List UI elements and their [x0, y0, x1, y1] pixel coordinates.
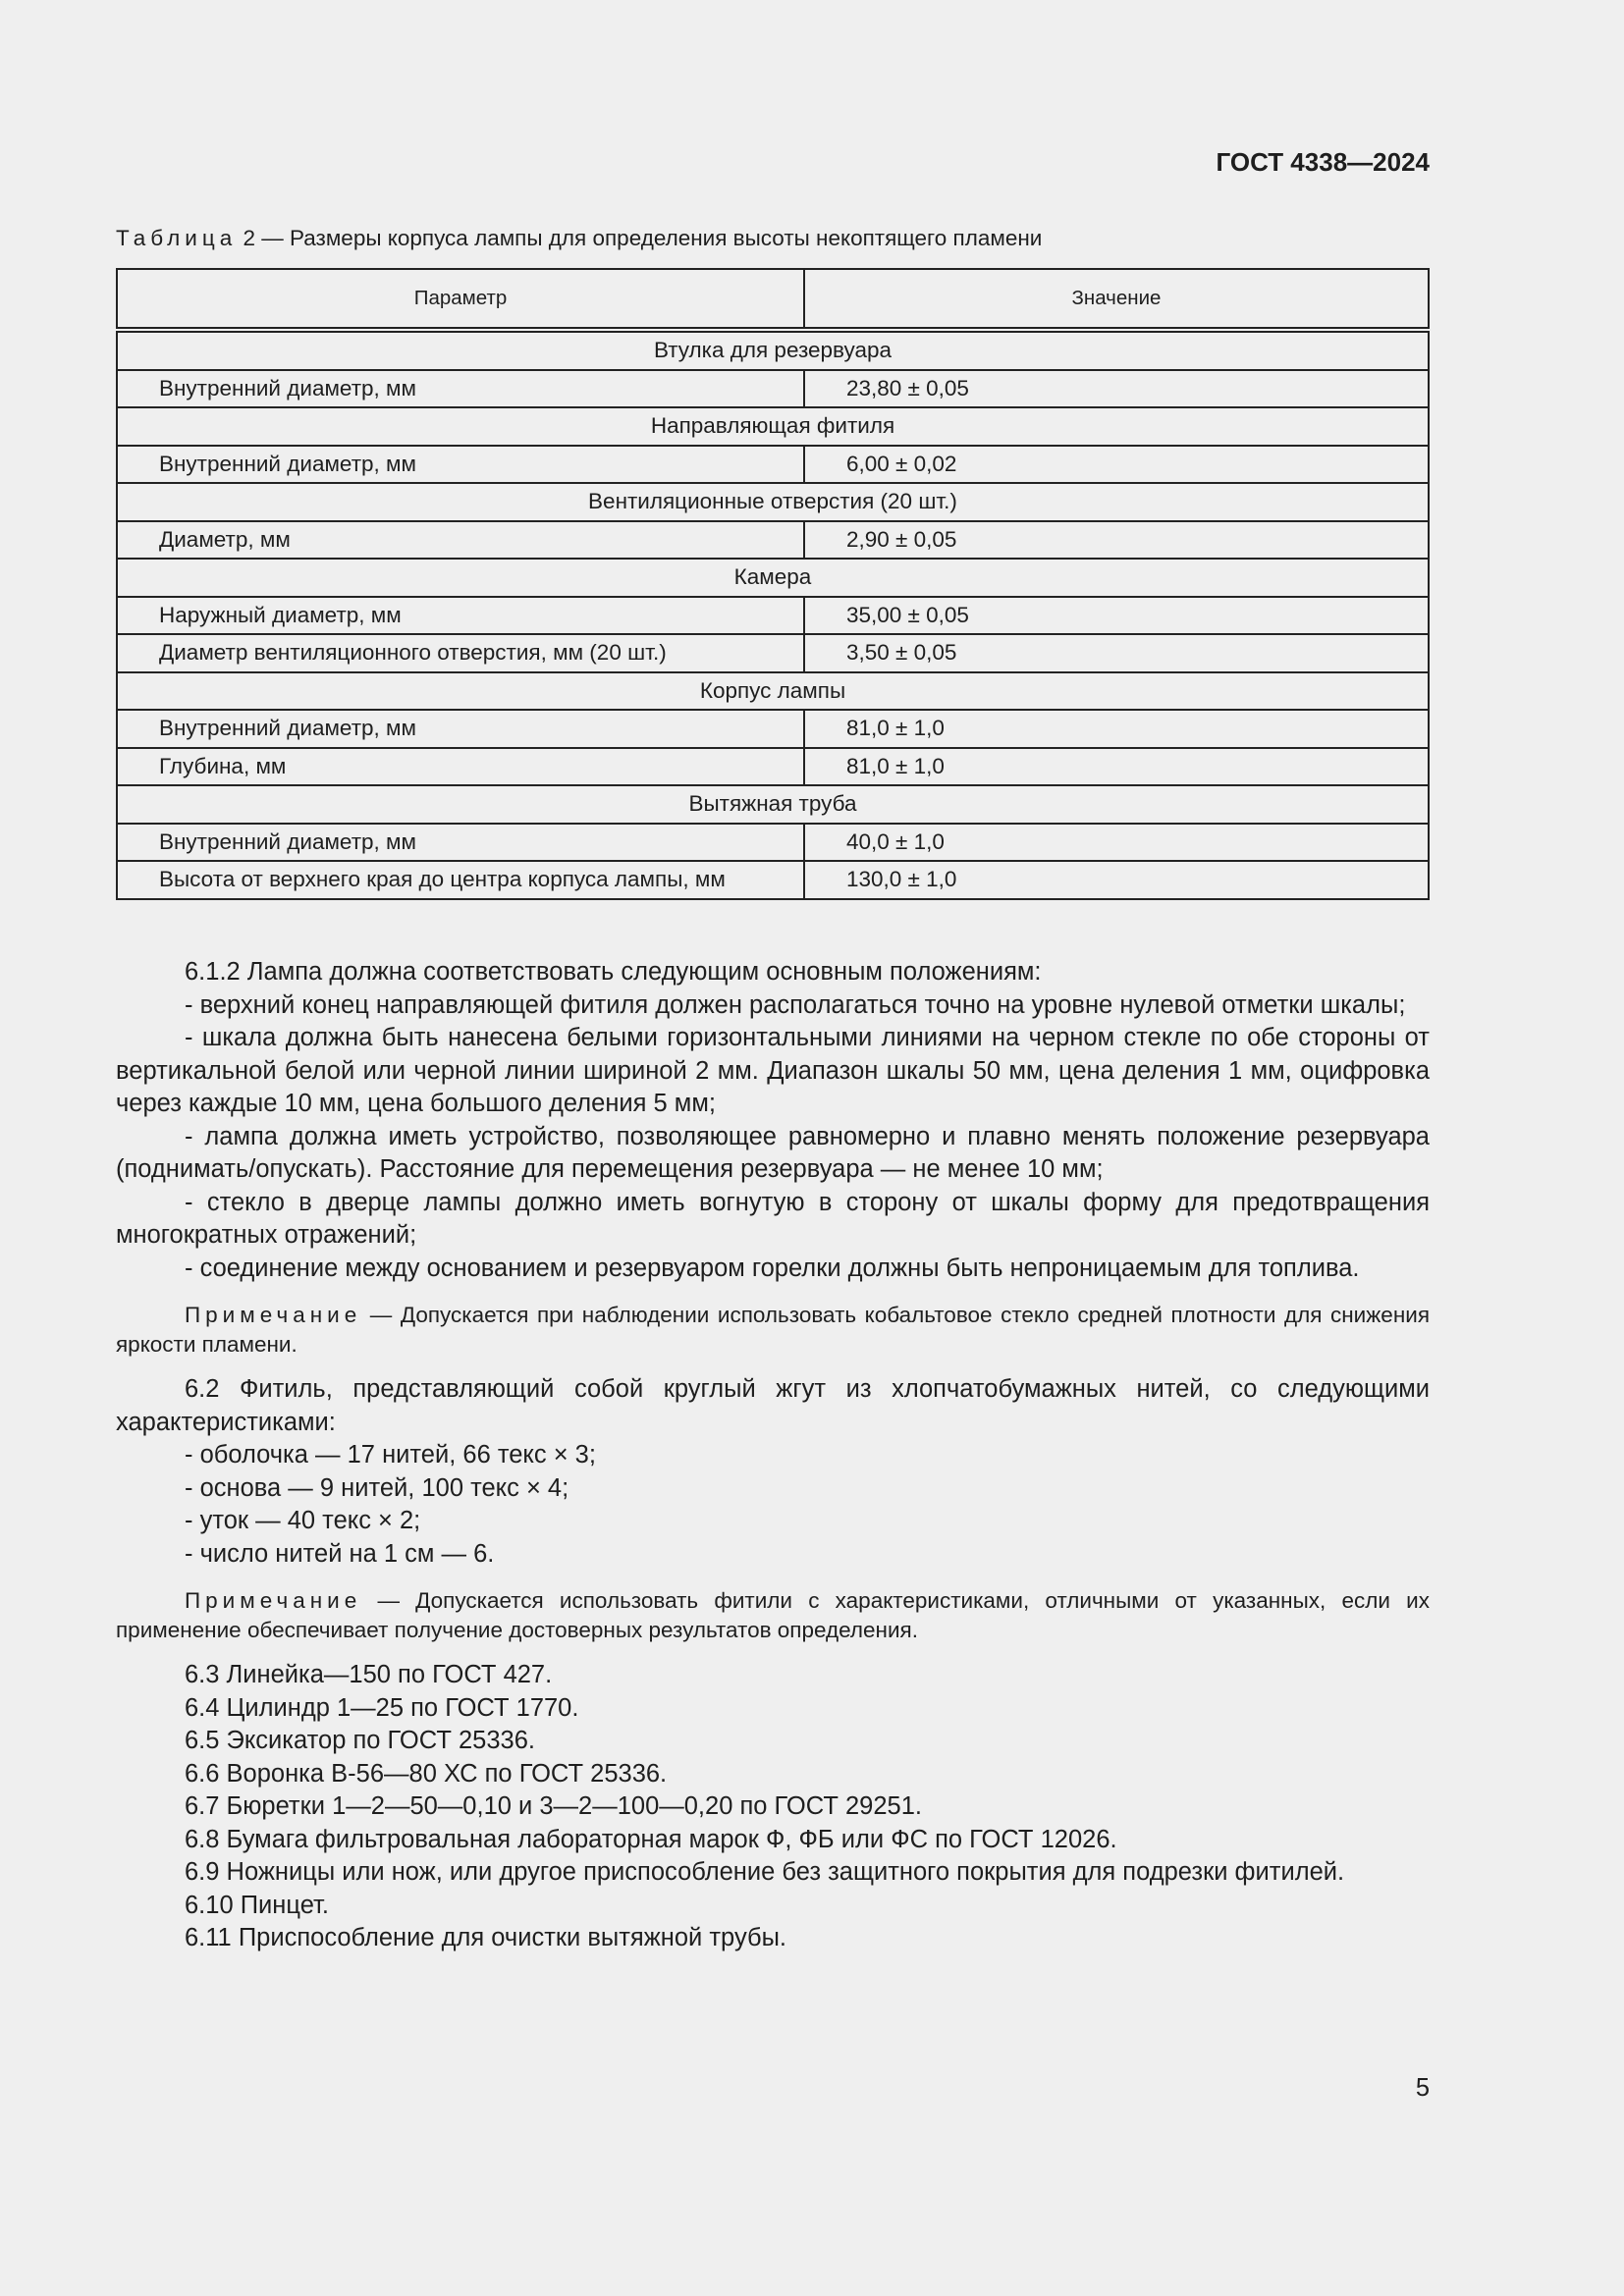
group-title: Втулка для резервуара	[117, 330, 1429, 370]
note-6-1-2	[116, 1301, 1430, 1360]
parameter-cell: Наружный диаметр, мм	[117, 597, 804, 635]
note-text: — Допускается при наблюдении использовать кобальтовое стекло средней плотности для снижения яркости пламени.	[116, 1303, 1430, 1357]
table-caption	[116, 226, 1042, 251]
value-cell: 23,80 ± 0,05	[804, 370, 1429, 408]
value-cell: 81,0 ± 1,0	[804, 748, 1429, 786]
table-group-row	[117, 407, 1429, 446]
equipment-item: 6.3 Линейка—150 по ГОСТ 427.	[185, 1661, 553, 1688]
group-title: Вытяжная труба	[117, 785, 1429, 824]
list-item: - верхний конец направляющей фитиля должен располагаться точно на уровне нулевой отметки шкалы;	[185, 990, 1406, 1019]
list-item: - лампа должна иметь устройство, позволяющее равномерно и плавно менять положение резервуара (поднимать/опускать). Расстояние для перемещения резервуара — не менее 10 мм;	[116, 1122, 1430, 1183]
list-item: - шкала должна быть нанесена белыми горизонтальными линиями на черном стекле по обе стороны от вертикальной белой или черной линии шириной 2 мм. Диапазон шкалы 50 мм, цена деления 1 мм, оцифровка через каждые 10 мм, цена большого деления 5 мм;	[116, 1024, 1430, 1117]
note-6-2	[116, 1586, 1430, 1645]
equipment-item: 6.11 Приспособление для очистки вытяжной трубы.	[185, 1924, 787, 1951]
list-item: - оболочка — 17 нитей, 66 текс × 3;	[185, 1441, 596, 1468]
paragraph-6-1-2: 6.1.2 Лампа должна соответствовать следующим основным положениям:	[185, 958, 1042, 986]
parameter-cell: Высота от верхнего края до центра корпуса лампы, мм	[117, 861, 804, 899]
table-group-row	[117, 785, 1429, 824]
value-cell: 6,00 ± 0,02	[804, 446, 1429, 484]
list-item: - число нитей на 1 см — 6.	[185, 1539, 495, 1568]
table-caption-prefix: Таблица	[116, 226, 238, 250]
table-row	[117, 634, 1429, 672]
table-group-row	[117, 330, 1429, 370]
list-item: - соединение между основанием и резервуаром горелки должны быть непроницаемым для топлива.	[185, 1254, 1360, 1282]
column-header-parameter: Параметр	[117, 269, 804, 330]
parameter-cell: Диаметр, мм	[117, 521, 804, 560]
value-cell: 35,00 ± 0,05	[804, 597, 1429, 635]
value-cell: 3,50 ± 0,05	[804, 634, 1429, 672]
note-label: Примечание	[185, 1588, 362, 1613]
group-title: Направляющая фитиля	[117, 407, 1429, 446]
parameter-cell: Внутренний диаметр, мм	[117, 710, 804, 748]
group-title: Камера	[117, 559, 1429, 597]
value-cell: 81,0 ± 1,0	[804, 710, 1429, 748]
note-label: Примечание	[185, 1303, 362, 1327]
parameter-cell: Внутренний диаметр, мм	[117, 370, 804, 408]
note-text: — Допускается использовать фитили с характеристиками, отличными от указанных, если их применение обеспечивает получение достоверных результатов определения.	[116, 1588, 1430, 1642]
page-number: 5	[1415, 2074, 1430, 2102]
standard-code: ГОСТ 4338—2024	[1216, 147, 1430, 177]
equipment-item: 6.5 Эксикатор по ГОСТ 25336.	[185, 1727, 535, 1754]
value-cell: 130,0 ± 1,0	[804, 861, 1429, 899]
table-row	[117, 521, 1429, 560]
table-header-row	[117, 269, 1429, 330]
table-row	[117, 597, 1429, 635]
list-item: - уток — 40 текс × 2;	[185, 1507, 421, 1534]
list-item: - основа — 9 нитей, 100 текс × 4;	[185, 1473, 569, 1502]
equipment-item: 6.7 Бюретки 1—2—50—0,10 и 3—2—100—0,20 по ГОСТ 29251.	[185, 1792, 922, 1820]
parameter-cell: Диаметр вентиляционного отверстия, мм (20 шт.)	[117, 634, 804, 672]
column-header-value: Значение	[804, 269, 1429, 330]
table-caption-text: 2 — Размеры корпуса лампы для определения высоты некоптящего пламени	[237, 226, 1043, 250]
table-row	[117, 861, 1429, 899]
equipment-item: 6.9 Ножницы или нож, или другое приспособление без защитного покрытия для подрезки фитилей.	[185, 1858, 1345, 1886]
value-cell: 40,0 ± 1,0	[804, 824, 1429, 862]
table-row	[117, 710, 1429, 748]
table-row	[117, 824, 1429, 862]
group-title: Корпус лампы	[117, 672, 1429, 711]
equipment-item: 6.4 Цилиндр 1—25 по ГОСТ 1770.	[185, 1693, 579, 1722]
table-row	[117, 446, 1429, 484]
value-cell: 2,90 ± 0,05	[804, 521, 1429, 560]
equipment-item: 6.8 Бумага фильтровальная лабораторная марок Ф, ФБ или ФС по ГОСТ 12026.	[185, 1825, 1117, 1853]
table-row	[117, 370, 1429, 408]
parameter-cell: Внутренний диаметр, мм	[117, 446, 804, 484]
equipment-item: 6.10 Пинцет.	[185, 1891, 329, 1919]
table-group-row	[117, 483, 1429, 521]
dimensions-table	[116, 268, 1430, 900]
equipment-item: 6.6 Воронка В-56—80 ХС по ГОСТ 25336.	[185, 1759, 668, 1788]
parameter-cell: Глубина, мм	[117, 748, 804, 786]
parameter-cell: Внутренний диаметр, мм	[117, 824, 804, 862]
table-group-row	[117, 559, 1429, 597]
body-text	[116, 956, 1430, 1955]
list-item: - стекло в дверце лампы должно иметь вогнутую в сторону от шкалы форму для предотвращения многократных отражений;	[116, 1188, 1430, 1249]
paragraph-6-2: 6.2 Фитиль, представляющий собой круглый жгут из хлопчатобумажных нитей, со следующими характеристиками:	[116, 1375, 1430, 1436]
table-row	[117, 748, 1429, 786]
group-title: Вентиляционные отверстия (20 шт.)	[117, 483, 1429, 521]
table-group-row	[117, 672, 1429, 711]
